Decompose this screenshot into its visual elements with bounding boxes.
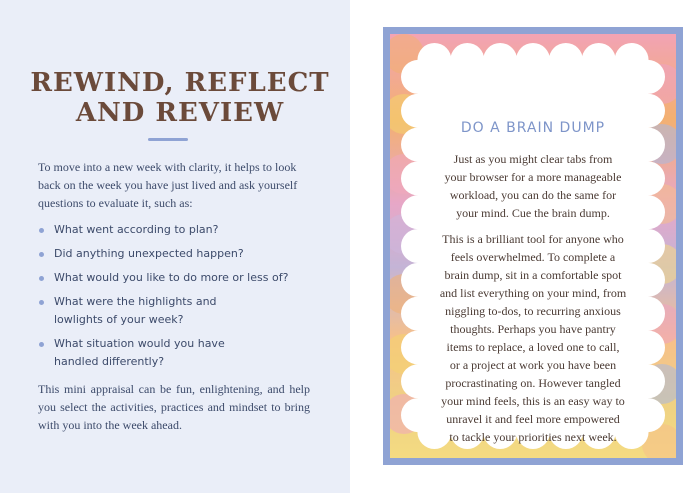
card-frame [383,27,683,465]
card-line: thoughts. Perhaps you have pantry [450,322,616,336]
card-line: feels overwhelmed. To complete a [450,250,616,264]
outro-paragraph: This mini appraisal can be fun, enlightening, and help you select the activities, practices and mindset to bring with you into the week ahead. [38,382,310,432]
list-item [38,221,328,239]
question-text: handled differently? [54,355,165,368]
card-line: to tackle your priorities next week. [449,430,617,444]
card-line: or a project at work you have been [449,358,617,372]
card-line: workload, you can do the same for [449,188,617,202]
question-text: What would you like to do more or less of? [54,271,289,284]
bullet-dot-icon [39,252,44,257]
bullet-dot-icon [39,342,44,347]
card-line: your mind. Cue the brain dump. [456,206,610,220]
list-item [38,245,328,263]
card-line: items to replace, a loved one to call, [446,340,620,354]
card-line: your mind feels, this is an easy way to [441,394,625,408]
question-list [38,221,328,377]
bullet-dot-icon [39,300,44,305]
card-paragraph [418,150,648,222]
title-line-2: AND REVIEW [75,98,285,128]
list-item [38,335,328,371]
scalloped-border [390,34,676,458]
bullet-dot-icon [39,276,44,281]
question-text: lowlights of your week? [54,313,184,326]
card-line: your browser for a more manageable [444,170,622,184]
question-text: Did anything unexpected happen? [54,247,244,260]
card-line: and list everything on your mind, from [439,286,627,300]
card-paragraph [418,230,648,446]
card-line: This is a brilliant tool for anyone who [442,232,624,246]
title-underline [148,138,188,141]
card-line: brain dump, sit in a comfortable spot [444,268,622,282]
question-text: What situation would you have [54,337,225,350]
question-text: What were the highlights and [54,295,217,308]
card-body [418,150,648,454]
bullet-dot-icon [39,228,44,233]
title-line-1: REWIND, REFLECT [30,68,330,98]
page-title [20,68,340,128]
card-title: DO A BRAIN DUMP [460,120,606,136]
question-text: What went according to plan? [54,223,219,236]
list-item [38,269,328,287]
card-line: procrastinating on. However tangled [445,376,621,390]
card-panel [418,60,648,444]
card-line: unravel it and feel more empowered [446,412,620,426]
list-item [38,293,328,329]
intro-paragraph: To move into a new week with clarity, it helps to look back on the week you have just lived and ask yourself questions to evaluate it, such as: [38,160,298,210]
card-line: Just as you might clear tabs from [453,152,613,166]
card-line: niggling to-dos, to recurring anxious [445,304,621,318]
